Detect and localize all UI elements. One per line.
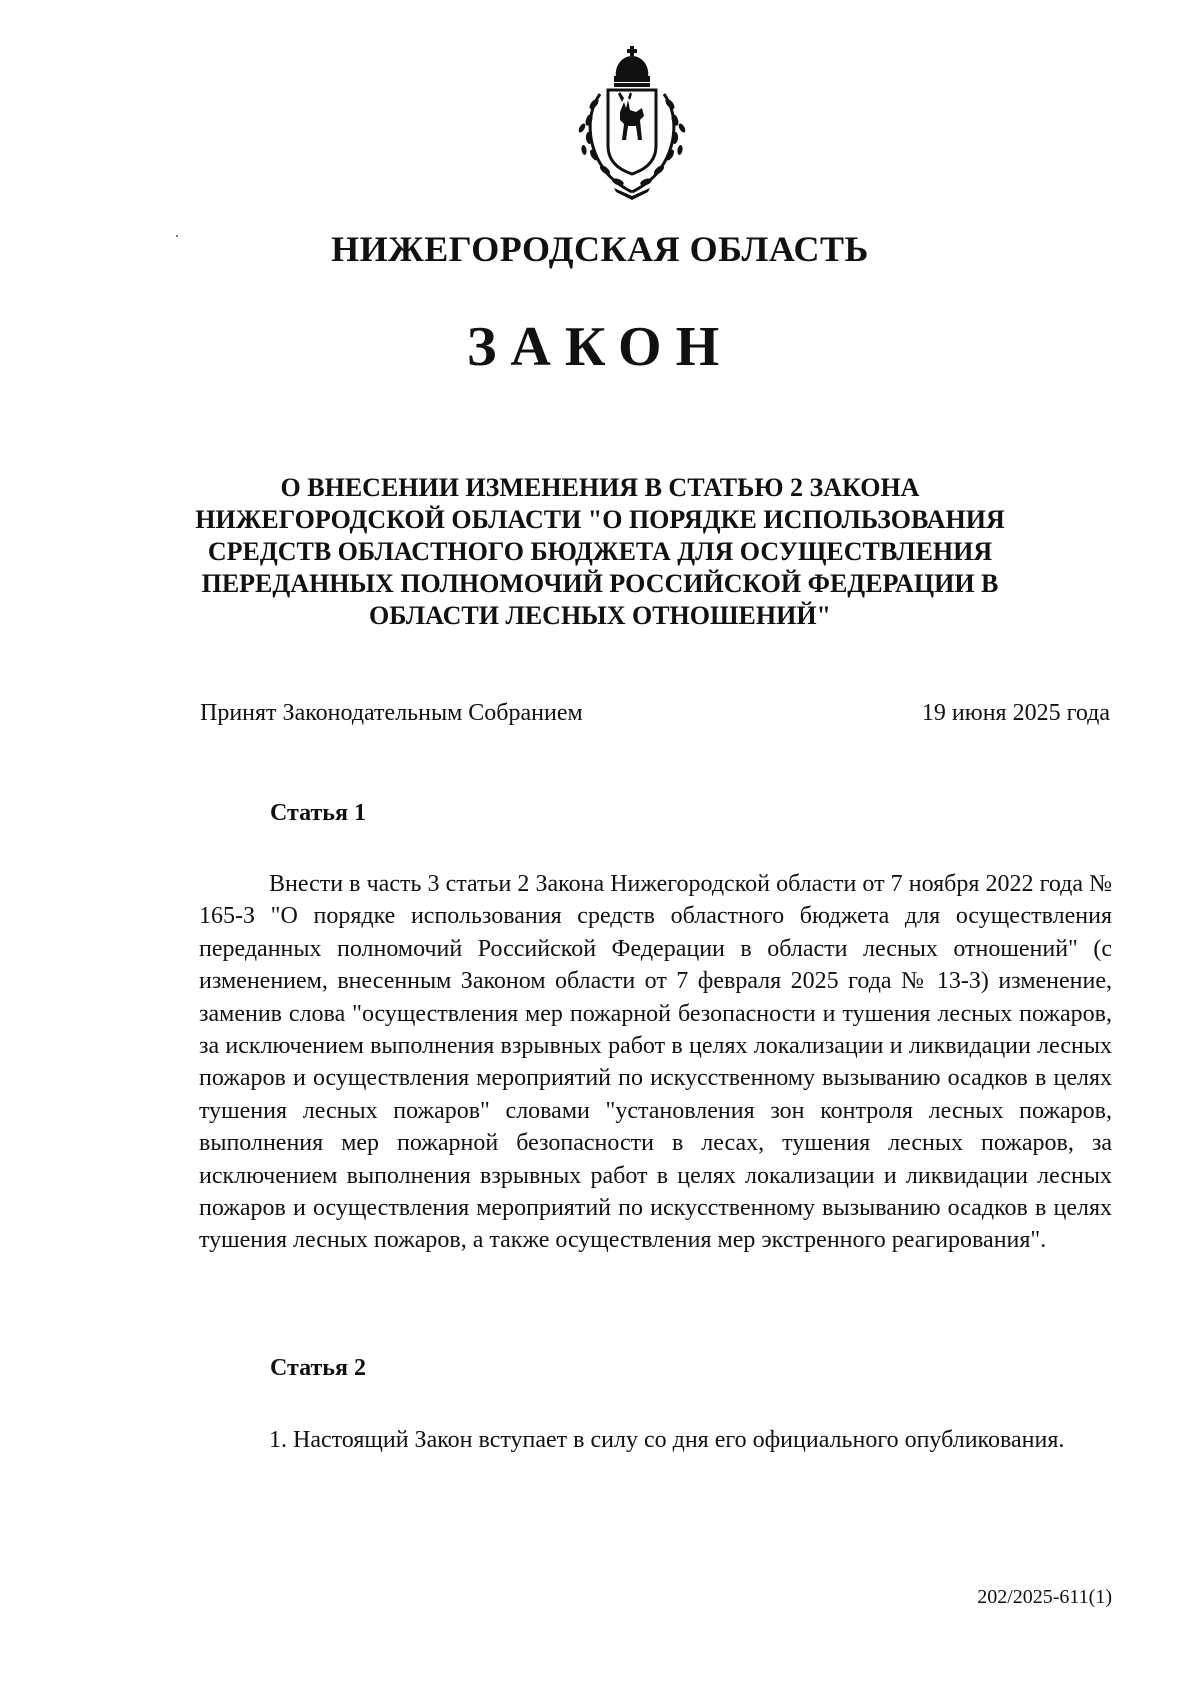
- document-type-title: ЗАКОН: [466, 316, 734, 378]
- article-2-heading: Статья 2: [270, 1355, 366, 1381]
- article-1-heading: Статья 1: [270, 800, 366, 826]
- article-1-text: Внести в часть 3 статьи 2 Закона Нижегородской области от 7 ноября 2022 года № 165-З "О порядке использования средств областного бюджета для осуществления переданных полномочий Российской Федерации в области лесных отношений" (с изменением, внесенным Законом области от 7 февраля 2025 года № 13-З) изменение, заменив слова "осуществления мер пожарной безопасности и тушения лесных пожаров, за исключением выполнения взрывных работ в целях локализации и ликвидации лесных пожаров и осуществления мероприятий по искусственному вызыванию осадков в целях тушения лесных пожаров" словами "установления зон контроля лесных пожаров, выполнения мер пожарной безопасности в лесах, тушения лесных пожаров, за исключением выполнения взрывных работ в целях локализации и ликвидации лесных пожаров и осуществления мероприятий по искусственному вызыванию осадков в целях тушения лесных пожаров, а также осуществления мер экстренного реагирования".: [199, 871, 1112, 1254]
- article-2-text: 1. Настоящий Закон вступает в силу со дня его официального опубликования.: [269, 1427, 1065, 1453]
- region-name: НИЖЕГОРОДСКАЯ ОБЛАСТЬ: [331, 229, 869, 269]
- adoption-line: [200, 700, 1110, 727]
- document-number: 202/2025-611(1): [977, 1586, 1112, 1608]
- adoption-text: Принят Законодательным Собранием: [200, 700, 583, 726]
- adoption-date: 19 июня 2025 года: [921, 700, 1110, 726]
- law-title: О ВНЕСЕНИИ ИЗМЕНЕНИЯ В СТАТЬЮ 2 ЗАКОНА НИЖЕГОРОДСКОЙ ОБЛАСТИ "О ПОРЯДКЕ ИСПОЛЬЗОВАНИЯ СРЕДСТВ ОБЛАСТНОГО БЮДЖЕТА ДЛЯ ОСУЩЕСТВЛЕНИЯ ПЕРЕДАННЫХ ПОЛНОМОЧИЙ РОССИЙСКОЙ ФЕДЕРАЦИИ В ОБЛАСТИ ЛЕСНЫХ ОТНОШЕНИЙ": [195, 473, 1005, 630]
- coat-of-arms-emblem: [570, 42, 720, 200]
